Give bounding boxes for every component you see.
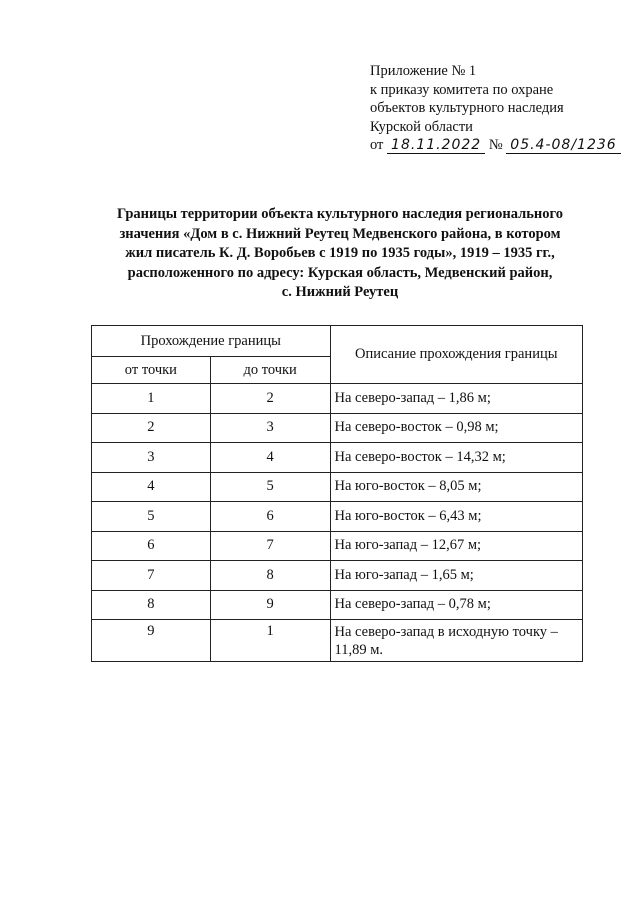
table-row <box>92 620 583 662</box>
appendix-title: Приложение № 1 <box>370 63 477 79</box>
order-number: 05.4-08/1236 <box>506 137 620 154</box>
cell-to: 1 <box>210 620 330 662</box>
cell-description: На юго-запад – 1,65 м; <box>330 561 583 591</box>
cell-to: 4 <box>210 443 330 473</box>
cell-from: 6 <box>92 531 211 561</box>
document-title <box>80 205 600 303</box>
table-row <box>92 531 583 561</box>
table-row <box>92 413 583 443</box>
title-line: с. Нижний Реутец <box>281 284 399 300</box>
order-date: 18.11.2022 <box>387 137 485 154</box>
cell-description: На северо-восток – 0,98 м; <box>330 413 583 443</box>
title-line: расположенного по адресу: Курская область, Медвенский район, <box>127 264 553 281</box>
table-row <box>92 502 583 532</box>
cell-to: 8 <box>210 561 330 591</box>
title-line: Границы территории объекта культурного наследия регионального <box>117 206 563 222</box>
cell-description: На юго-восток – 6,43 м; <box>330 502 583 532</box>
cell-to: 9 <box>210 590 330 620</box>
table-row <box>92 443 583 473</box>
cell-description: На юго-восток – 8,05 м; <box>330 472 583 502</box>
appendix-order-line: к приказу комитета по охране <box>370 81 554 98</box>
cell-to: 3 <box>210 413 330 443</box>
cell-description: На северо-запад – 0,78 м; <box>330 590 583 620</box>
header-description: Описание прохождения границы <box>330 326 583 384</box>
title-line: значения «Дом в с. Нижний Реутец Медвенского района, в котором <box>119 225 561 242</box>
cell-to: 7 <box>210 531 330 561</box>
cell-description: На юго-запад – 12,67 м; <box>330 531 583 561</box>
cell-description: На северо-восток – 14,32 м; <box>330 443 583 473</box>
header-from-point: от точки <box>92 357 211 384</box>
table-row <box>92 384 583 414</box>
cell-from: 3 <box>92 443 211 473</box>
table-row <box>92 472 583 502</box>
from-label: от <box>370 137 384 153</box>
cell-from: 2 <box>92 413 211 443</box>
number-label: № <box>488 137 503 153</box>
cell-description: На северо-запад – 1,86 м; <box>330 384 583 414</box>
cell-from: 7 <box>92 561 211 591</box>
appendix-committee-line: объектов культурного наследия <box>370 100 564 116</box>
cell-from: 9 <box>92 620 211 662</box>
table-header-row <box>92 326 583 357</box>
cell-to: 5 <box>210 472 330 502</box>
table-row <box>92 561 583 591</box>
cell-description: На северо-запад в исходную точку – 11,89 м. <box>330 620 583 662</box>
boundary-table <box>91 325 583 662</box>
appendix-block <box>370 62 621 155</box>
cell-from: 4 <box>92 472 211 502</box>
table-row <box>92 590 583 620</box>
appendix-date-number-line <box>370 136 621 155</box>
cell-from: 5 <box>92 502 211 532</box>
appendix-region-line: Курской области <box>370 118 473 135</box>
header-to-point: до точки <box>210 357 330 384</box>
title-line: жил писатель К. Д. Воробьев с 1919 по 1935 годы», 1919 – 1935 гг., <box>125 245 555 261</box>
cell-to: 6 <box>210 502 330 532</box>
cell-from: 1 <box>92 384 211 414</box>
cell-to: 2 <box>210 384 330 414</box>
cell-from: 8 <box>92 590 211 620</box>
header-boundary-group: Прохождение границы <box>92 326 331 357</box>
